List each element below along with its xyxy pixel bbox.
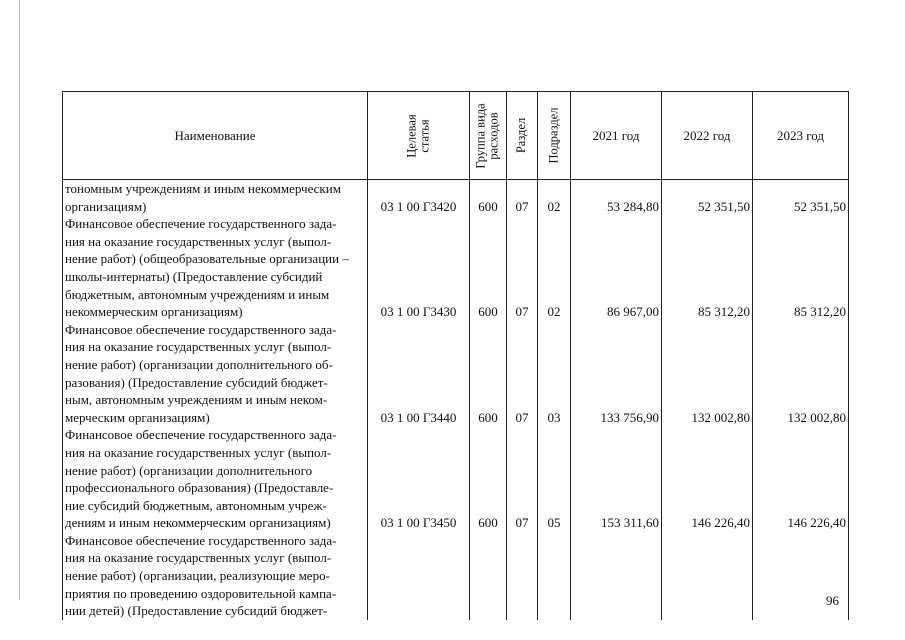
subsection-code-cell: 03 bbox=[547, 409, 561, 425]
header-target-line2: статья bbox=[417, 118, 432, 153]
name-line: тономным учреждениям и иным некоммерческим bbox=[65, 181, 341, 196]
cell-spacer bbox=[507, 180, 537, 198]
cell-spacer bbox=[538, 426, 570, 444]
cell-spacer bbox=[507, 250, 537, 268]
subsection-code-cell: 02 bbox=[547, 304, 561, 320]
cell-spacer bbox=[662, 479, 750, 497]
header-subsection bbox=[538, 92, 571, 180]
cell-spacer bbox=[470, 215, 506, 233]
cell-spacer bbox=[470, 374, 506, 392]
cell-spacer bbox=[507, 462, 537, 480]
cell-spacer bbox=[507, 215, 537, 233]
cell-spacer bbox=[571, 479, 659, 497]
cell-spacer bbox=[538, 215, 570, 233]
cell-spacer bbox=[470, 180, 506, 198]
cell-spacer bbox=[368, 180, 469, 198]
header-2021 bbox=[571, 92, 662, 180]
amount-2021-cell: 86 967,00 bbox=[607, 304, 659, 320]
cell-spacer bbox=[662, 286, 750, 304]
cell-spacer bbox=[470, 391, 506, 409]
cell-spacer bbox=[538, 356, 570, 374]
cell-spacer bbox=[753, 321, 846, 339]
amount-2022-cell: 85 312,20 bbox=[698, 304, 750, 320]
cell-spacer bbox=[753, 356, 846, 374]
cell-spacer bbox=[470, 462, 506, 480]
cell-spacer bbox=[571, 286, 659, 304]
amount-2021-cell: 133 756,90 bbox=[600, 409, 659, 425]
name-line: разования) (Предоставление субсидий бюджет- bbox=[65, 374, 328, 390]
table-body-row bbox=[63, 180, 849, 620]
cell-spacer bbox=[538, 374, 570, 392]
amount-2023-cell: 146 226,40 bbox=[787, 515, 846, 531]
name-line: ния на оказание государственных услуг (выпол- bbox=[65, 444, 332, 460]
target-code-cell: 03 1 00 Г3450 bbox=[380, 515, 457, 531]
cell-spacer bbox=[662, 250, 750, 268]
cell-spacer bbox=[662, 497, 750, 515]
name-line: ние субсидий бюджетным, автономным учреж- bbox=[65, 497, 327, 513]
header-group-line1: Группа вида bbox=[474, 102, 489, 169]
cell-spacer bbox=[368, 268, 469, 286]
cell-spacer bbox=[753, 250, 846, 268]
cell-spacer bbox=[368, 479, 469, 497]
cell-spacer bbox=[571, 444, 659, 462]
cell-spacer bbox=[753, 462, 846, 480]
name-line: Финансовое обеспечение государственного зада- bbox=[65, 532, 337, 548]
group-code-cell: 600 bbox=[478, 409, 498, 425]
cell-spacer bbox=[753, 497, 846, 515]
name-line: нение работ) (общеобразовательные организации – bbox=[65, 251, 349, 267]
name-line: Финансовое обеспечение государственного зада- bbox=[65, 427, 337, 443]
cell-spacer bbox=[470, 479, 506, 497]
cell-spacer bbox=[753, 286, 846, 304]
amount-2023-cell: 85 312,20 bbox=[794, 304, 846, 320]
cell-spacer bbox=[538, 180, 570, 198]
cell-spacer bbox=[538, 233, 570, 251]
cell-spacer bbox=[571, 391, 659, 409]
header-target bbox=[368, 92, 470, 180]
name-line: бюджетным, автономным учреждениям и иным bbox=[65, 286, 330, 302]
cell-spacer bbox=[470, 338, 506, 356]
name-line: нии детей) (Предоставление субсидий бюджет- bbox=[65, 603, 328, 619]
target-column bbox=[368, 180, 470, 620]
name-line: нение работ) (организации, реализующие меро- bbox=[65, 568, 330, 584]
cell-spacer bbox=[753, 338, 846, 356]
cell-spacer bbox=[538, 286, 570, 304]
amount-2021-cell: 153 311,60 bbox=[600, 515, 659, 531]
cell-spacer bbox=[470, 497, 506, 515]
name-line: мерческим организациям) bbox=[65, 409, 210, 425]
cell-spacer bbox=[538, 444, 570, 462]
cell-spacer bbox=[662, 374, 750, 392]
cell-spacer bbox=[538, 250, 570, 268]
cell-spacer bbox=[571, 356, 659, 374]
cell-spacer bbox=[470, 268, 506, 286]
cell-spacer bbox=[507, 233, 537, 251]
cell-spacer bbox=[368, 250, 469, 268]
cell-spacer bbox=[662, 268, 750, 286]
cell-spacer bbox=[470, 321, 506, 339]
cell-spacer bbox=[662, 180, 750, 198]
cell-spacer bbox=[538, 497, 570, 515]
cell-spacer bbox=[368, 391, 469, 409]
section-column bbox=[507, 180, 538, 620]
cell-spacer bbox=[662, 233, 750, 251]
cell-spacer bbox=[507, 426, 537, 444]
group-code-cell: 600 bbox=[478, 198, 498, 214]
section-code-cell: 07 bbox=[515, 515, 529, 531]
cell-spacer bbox=[753, 268, 846, 286]
cell-spacer bbox=[571, 215, 659, 233]
cell-spacer bbox=[538, 321, 570, 339]
cell-spacer bbox=[507, 497, 537, 515]
cell-spacer bbox=[368, 233, 469, 251]
name-line: ния на оказание государственных услуг (выпол- bbox=[65, 233, 332, 249]
cell-spacer bbox=[662, 356, 750, 374]
header-name-label: Наименование bbox=[174, 127, 256, 143]
cell-spacer bbox=[507, 268, 537, 286]
cell-spacer bbox=[507, 479, 537, 497]
cell-spacer bbox=[571, 374, 659, 392]
header-subsection-label: Подраздел bbox=[546, 107, 561, 164]
cell-spacer bbox=[571, 268, 659, 286]
section-code-cell: 07 bbox=[515, 198, 529, 214]
cell-spacer bbox=[368, 356, 469, 374]
name-line: нение работ) (организации дополнительного bbox=[65, 462, 313, 478]
cell-spacer bbox=[753, 233, 846, 251]
name-line: ния на оказание государственных услуг (выпол- bbox=[65, 339, 332, 355]
name-line: некоммерческим организациям) bbox=[65, 304, 243, 320]
cell-spacer bbox=[662, 338, 750, 356]
cell-spacer bbox=[571, 462, 659, 480]
cell-spacer bbox=[662, 215, 750, 233]
subsection-code-cell: 05 bbox=[547, 515, 561, 531]
cell-spacer bbox=[662, 321, 750, 339]
cell-spacer bbox=[368, 497, 469, 515]
amount-2021-cell: 53 284,80 bbox=[607, 198, 659, 214]
cell-spacer bbox=[662, 462, 750, 480]
amount-2023-column bbox=[753, 180, 849, 620]
name-line: приятия по проведению оздоровительной кампа- bbox=[65, 585, 337, 601]
cell-spacer bbox=[538, 268, 570, 286]
cell-spacer bbox=[753, 374, 846, 392]
amount-2023-cell: 132 002,80 bbox=[787, 409, 846, 425]
cell-spacer bbox=[368, 444, 469, 462]
cell-spacer bbox=[507, 356, 537, 374]
header-section-label: Раздел bbox=[514, 117, 529, 154]
cell-spacer bbox=[470, 250, 506, 268]
name-line: Финансовое обеспечение государственного зада- bbox=[65, 321, 337, 337]
cell-spacer bbox=[470, 233, 506, 251]
subsection-column bbox=[538, 180, 571, 620]
cell-spacer bbox=[470, 426, 506, 444]
table-header-row bbox=[63, 92, 849, 180]
cell-spacer bbox=[470, 356, 506, 374]
header-2023-label: 2023 год bbox=[777, 127, 824, 143]
header-2023 bbox=[753, 92, 849, 180]
group-column bbox=[470, 180, 507, 620]
budget-table bbox=[62, 91, 849, 620]
amount-2021-column bbox=[571, 180, 662, 620]
cell-spacer bbox=[538, 462, 570, 480]
name-line: дениям и иным некоммерческим организациям) bbox=[65, 515, 331, 531]
header-2022-label: 2022 год bbox=[683, 127, 731, 143]
amount-2022-cell: 52 351,50 bbox=[698, 198, 750, 214]
cell-spacer bbox=[571, 321, 659, 339]
cell-spacer bbox=[753, 180, 846, 198]
section-code-cell: 07 bbox=[515, 304, 529, 320]
cell-spacer bbox=[470, 444, 506, 462]
cell-spacer bbox=[753, 479, 846, 497]
header-name bbox=[63, 92, 368, 180]
header-2021-label: 2021 год bbox=[592, 127, 640, 143]
header-2022 bbox=[662, 92, 753, 180]
name-line: ным, автономным учреждениям и иным неком- bbox=[65, 392, 328, 408]
cell-spacer bbox=[470, 286, 506, 304]
cell-spacer bbox=[507, 286, 537, 304]
name-line: организациям) bbox=[65, 198, 147, 214]
cell-spacer bbox=[368, 462, 469, 480]
name-line: школы-интернаты) (Предоставление субсидий bbox=[65, 268, 323, 284]
cell-spacer bbox=[753, 391, 846, 409]
cell-spacer bbox=[662, 444, 750, 462]
cell-spacer bbox=[753, 426, 846, 444]
name-column bbox=[63, 180, 368, 620]
amount-2023-cell: 52 351,50 bbox=[794, 198, 846, 214]
header-target-line1: Целевая bbox=[404, 113, 419, 158]
cell-spacer bbox=[571, 497, 659, 515]
cell-spacer bbox=[368, 321, 469, 339]
cell-spacer bbox=[368, 286, 469, 304]
name-line: нение работ) (организации дополнительного об- bbox=[65, 356, 333, 372]
target-code-cell: 03 1 00 Г3420 bbox=[380, 198, 457, 214]
cell-spacer bbox=[507, 321, 537, 339]
header-group bbox=[470, 92, 507, 180]
cell-spacer bbox=[368, 426, 469, 444]
cell-spacer bbox=[368, 374, 469, 392]
cell-spacer bbox=[571, 233, 659, 251]
cell-spacer bbox=[571, 426, 659, 444]
amount-2022-column bbox=[662, 180, 753, 620]
cell-spacer bbox=[571, 250, 659, 268]
name-line: профессионального образования) (Предоставле- bbox=[65, 480, 334, 496]
cell-spacer bbox=[507, 444, 537, 462]
section-code-cell: 07 bbox=[515, 409, 529, 425]
target-code-cell: 03 1 00 Г3440 bbox=[380, 409, 457, 425]
header-group-line2: расходов bbox=[487, 111, 502, 160]
cell-spacer bbox=[662, 426, 750, 444]
page-number: 96 bbox=[826, 593, 839, 608]
cell-spacer bbox=[507, 374, 537, 392]
cell-spacer bbox=[571, 180, 659, 198]
header-section bbox=[507, 92, 538, 180]
cell-spacer bbox=[753, 215, 846, 233]
cell-spacer bbox=[507, 391, 537, 409]
scan-edge-line bbox=[19, 0, 20, 600]
cell-spacer bbox=[662, 391, 750, 409]
subsection-code-cell: 02 bbox=[547, 198, 561, 214]
cell-spacer bbox=[753, 444, 846, 462]
cell-spacer bbox=[538, 338, 570, 356]
group-code-cell: 600 bbox=[478, 515, 498, 531]
cell-spacer bbox=[571, 338, 659, 356]
amount-2022-cell: 146 226,40 bbox=[691, 515, 750, 531]
cell-spacer bbox=[368, 215, 469, 233]
amount-2022-cell: 132 002,80 bbox=[691, 409, 750, 425]
group-code-cell: 600 bbox=[478, 304, 498, 320]
cell-spacer bbox=[538, 479, 570, 497]
cell-spacer bbox=[368, 338, 469, 356]
target-code-cell: 03 1 00 Г3430 bbox=[380, 304, 457, 320]
name-line: ния на оказание государственных услуг (выпол- bbox=[65, 550, 332, 566]
name-line: Финансовое обеспечение государственного зада- bbox=[65, 216, 337, 232]
cell-spacer bbox=[538, 391, 570, 409]
cell-spacer bbox=[507, 338, 537, 356]
